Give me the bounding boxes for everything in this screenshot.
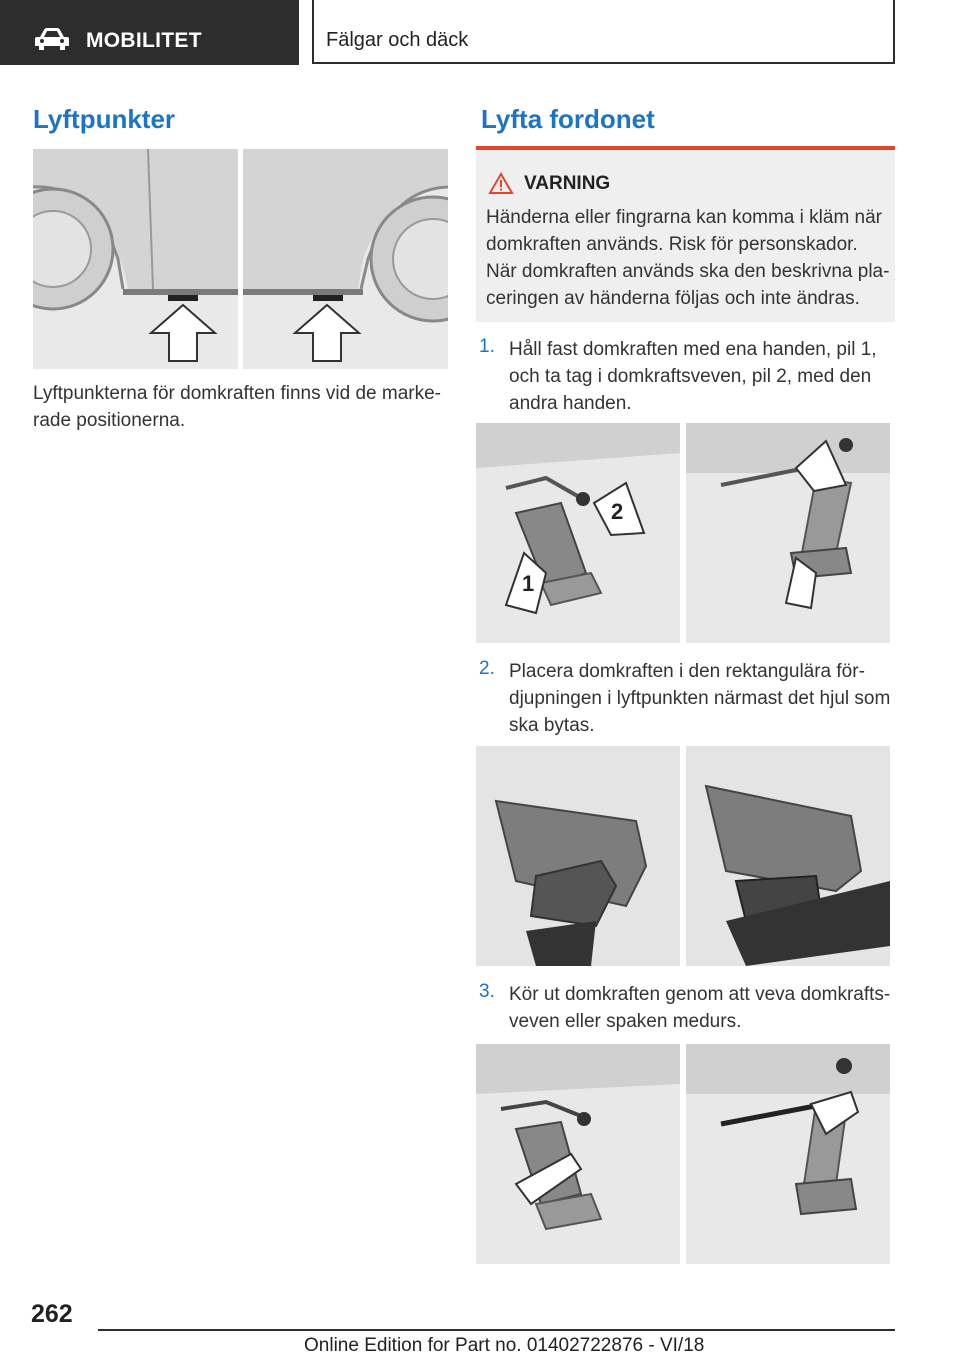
section-title: Fälgar och däck [326, 29, 469, 51]
lift-points-heading: Lyftpunkter [33, 104, 176, 134]
arrow-label-2: 2 [611, 499, 624, 524]
step-text: Håll fast domkraften med ena handen, pil 1, och ta tag i domkraftsveven, pil 2, med den andra handen. [509, 339, 877, 414]
lift-point-front-figure [33, 149, 238, 369]
step-number: 2. [479, 658, 495, 679]
arrow-label-1: 1 [522, 571, 535, 596]
step-text: Kör ut domkraften genom att veva domkrafts-veven eller spaken medurs. [509, 984, 891, 1032]
lift-point-rear-figure [243, 149, 448, 369]
footer-rule [98, 1329, 895, 1331]
step-number: 3. [479, 981, 495, 1002]
jack-hold-figure-right [686, 423, 890, 643]
jack-crank-figure-right [686, 1044, 890, 1264]
warning-triangle-icon [488, 172, 514, 195]
jack-crank-figure-left [476, 1044, 680, 1264]
page-number: 262 [31, 1300, 73, 1328]
lift-vehicle-heading: Lyfta fordonet [481, 104, 655, 134]
edition-footer: Online Edition for Part no. 01402722876 - VI/18 [304, 1335, 705, 1356]
warning-text: Händerna eller fingrarna kan komma i kläm när domkraften används. Risk för personskador. När domkraften används ska den beskrivna pla-ceringen av händerna följas och inte ändras. [486, 207, 890, 309]
chapter-title: MOBILITET [86, 29, 202, 52]
jack-place-figure-right [686, 746, 890, 966]
car-icon [34, 27, 70, 51]
lift-points-caption: Lyftpunkterna för domkraften finns vid de marke-rade positionerna. [33, 383, 441, 431]
step-number: 1. [479, 336, 495, 357]
step-text: Placera domkraften i den rektangulära för-djupningen i lyftpunkten närmast det hjul som ska bytas. [509, 661, 891, 736]
jack-hold-figure-left [476, 423, 680, 643]
jack-place-figure-left [476, 746, 680, 966]
warning-title: VARNING [524, 173, 611, 194]
